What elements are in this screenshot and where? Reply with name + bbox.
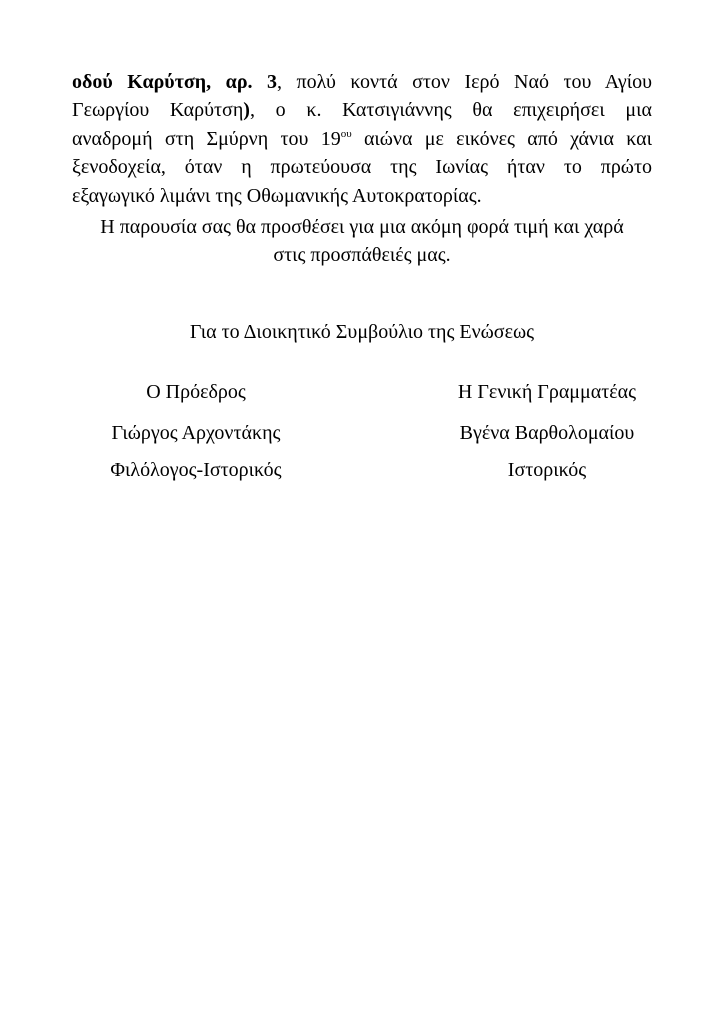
address-bold-text: οδού Καρύτση, αρ. 3 <box>72 71 278 93</box>
closing-paren-bold: ) <box>243 99 250 122</box>
paragraph-line <box>72 96 652 124</box>
paragraph-text: αιώνα με εικόνες από χάνια και <box>351 127 652 150</box>
signature-left-role: Ο Πρόεδρος <box>146 381 246 403</box>
signature-left-title: Φιλόλογος-Ιστορικός <box>110 459 282 481</box>
paragraph-line: ξενοδοχεία, όταν η πρωτεύουσα της Ιωνίας ήταν το πρώτο <box>72 156 652 179</box>
paragraph-text: αναδρομή στη Σμύρνη του 19 <box>72 127 341 150</box>
paragraph-line: Η παρουσία σας θα προσθέσει για μια ακόμη φορά τιμή και χαρά <box>100 216 624 238</box>
paragraph-text: , πολύ κοντά στον Ιερό Ναό του Αγίου <box>277 71 652 93</box>
paragraph-event-description <box>72 68 652 210</box>
closing-line: Για το Διοικητικό Συμβούλιο της Ενώσεως <box>189 321 535 343</box>
paragraph-invitation <box>68 213 656 270</box>
paragraph-line <box>72 68 652 96</box>
signature-right-title: Ιστορικός <box>507 459 587 481</box>
paragraph-line <box>72 125 652 153</box>
paragraph-line: στις προσπάθειές μας. <box>273 244 451 267</box>
paragraph-line: εξαγωγικό λιμάνι της Οθωμανικής Αυτοκρατορίας. <box>72 184 482 207</box>
paragraph-text: Γεωργίου Καρύτση <box>72 99 244 122</box>
signature-right-role: Η Γενική Γραμματέας <box>457 381 637 403</box>
signature-left-name: Γιώργος Αρχοντάκης <box>111 422 281 444</box>
ordinal-superscript: ου <box>340 127 352 140</box>
paragraph-text: , ο κ. Κατσιγιάννης θα επιχειρήσει μια <box>249 99 652 122</box>
signature-right-name: Βγένα Βαρθολομαίου <box>459 422 635 444</box>
